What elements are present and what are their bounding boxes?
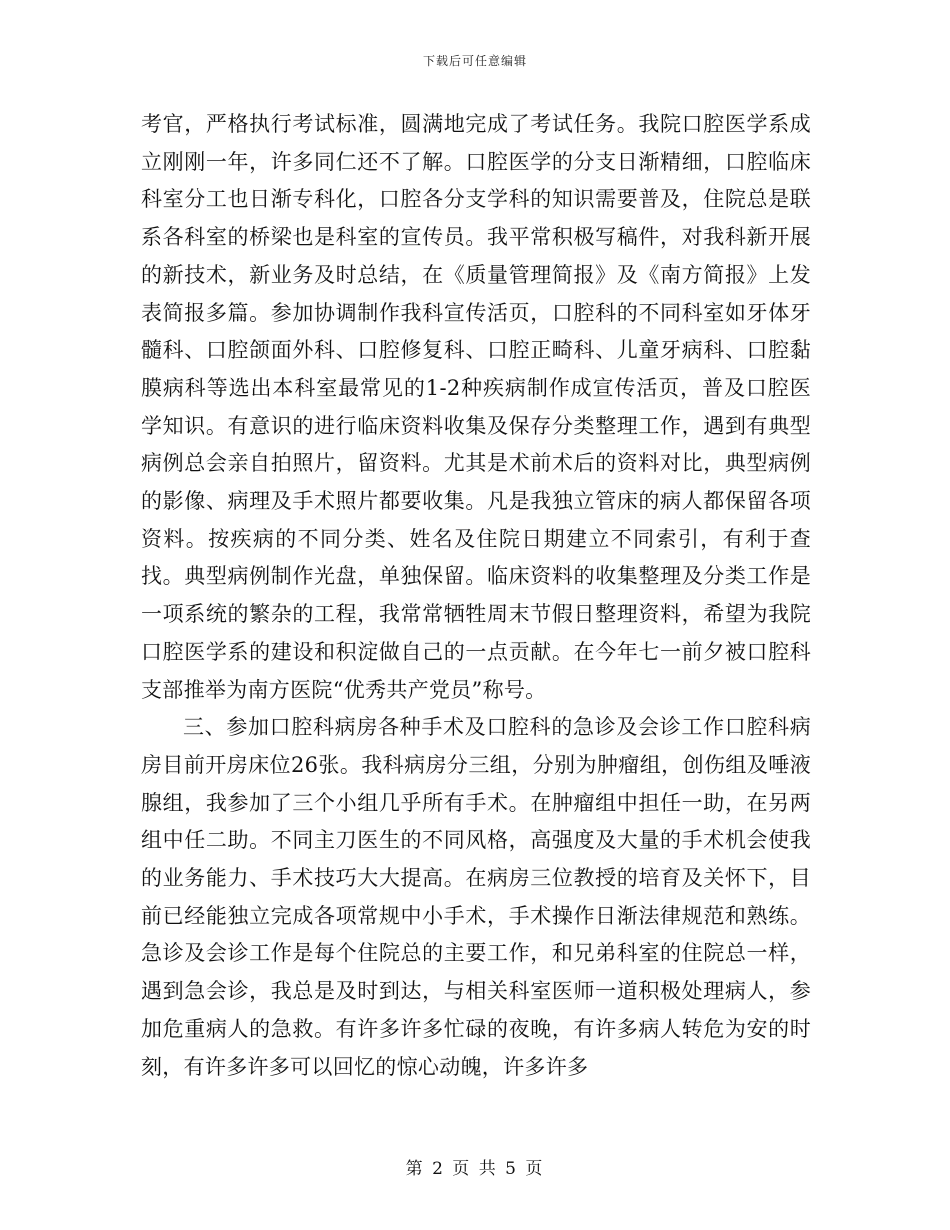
body-paragraph-1: 考官，严格执行考试标准，圆满地完成了考试任务。我院口腔医学系成立刚刚一年，许多同仁还不了解。口腔医学的分支日渐精细，口腔临床科室分工也日渐专科化，口腔各分支学科的知识需要普及，住院总是联系各科室的桥梁也是科室的宣传员。我平常积极写稿件，对我科新开展的新技术，新业务及时总结，在《质量管理简报》及《南方简报》上发表简报多篇。参加协调制作我科宣传活页，口腔科的不同科室如牙体牙髓科、口腔颌面外科、口腔修复科、口腔正畸科、儿童牙病科、口腔黏膜病科等选出本科室最常见的1-2种疾病制作成宣传活页，普及口腔医学知识。有意识的进行临床资料收集及保存分类整理工作，遇到有典型病例总会亲自拍照片，留资料。尤其是术前术后的资料对比，典型病例的影像、病理及手术照片都要收集。凡是我独立管床的病人都保留各项资料。按疾病的不同分类、姓名及住院日期建立不同索引，有利于查找。典型病例制作光盘，单独保留。临床资料的收集整理及分类工作是一项系统的繁杂的工程，我常常牺牲周末节假日整理资料，希望为我院口腔医学系的建设和积淀做自己的一点贡献。在今年七一前夕被口腔科支部推举为南方医院“优秀共产党员”称号。	[141, 112, 811, 702]
page-header: 下载后可任意编辑	[422, 54, 527, 68]
document-body	[141, 106, 811, 1086]
body-paragraph-2: 三、参加口腔科病房各种手术及口腔科的急诊及会诊工作口腔科病房目前开房床位26张。我科病房分三组，分别为肿瘤组，创伤组及唾液腺组，我参加了三个小组几乎所有手术。在肿瘤组中担任一助，在另两组中任二助。不同主刀医生的不同风格，高强度及大量的手术机会使我的业务能力、手术技巧大大提高。在病房三位教授的培育及关怀下，目前已经能独立完成各项常规中小手术，手术操作日渐法律规范和熟练。急诊及会诊工作是每个住院总的主要工作，和兄弟科室的住院总一样，遇到急会诊，我总是及时到达，与相关科室医师一道积极处理病人，参加危重病人的急救。有许多许多忙碌的夜晚，有许多病人转危为安的时刻，有许多许多可以回忆的惊心动魄，许多许多	[141, 715, 811, 1079]
page-number-footer: 第 2 页 共 5 页	[405, 1159, 545, 1179]
